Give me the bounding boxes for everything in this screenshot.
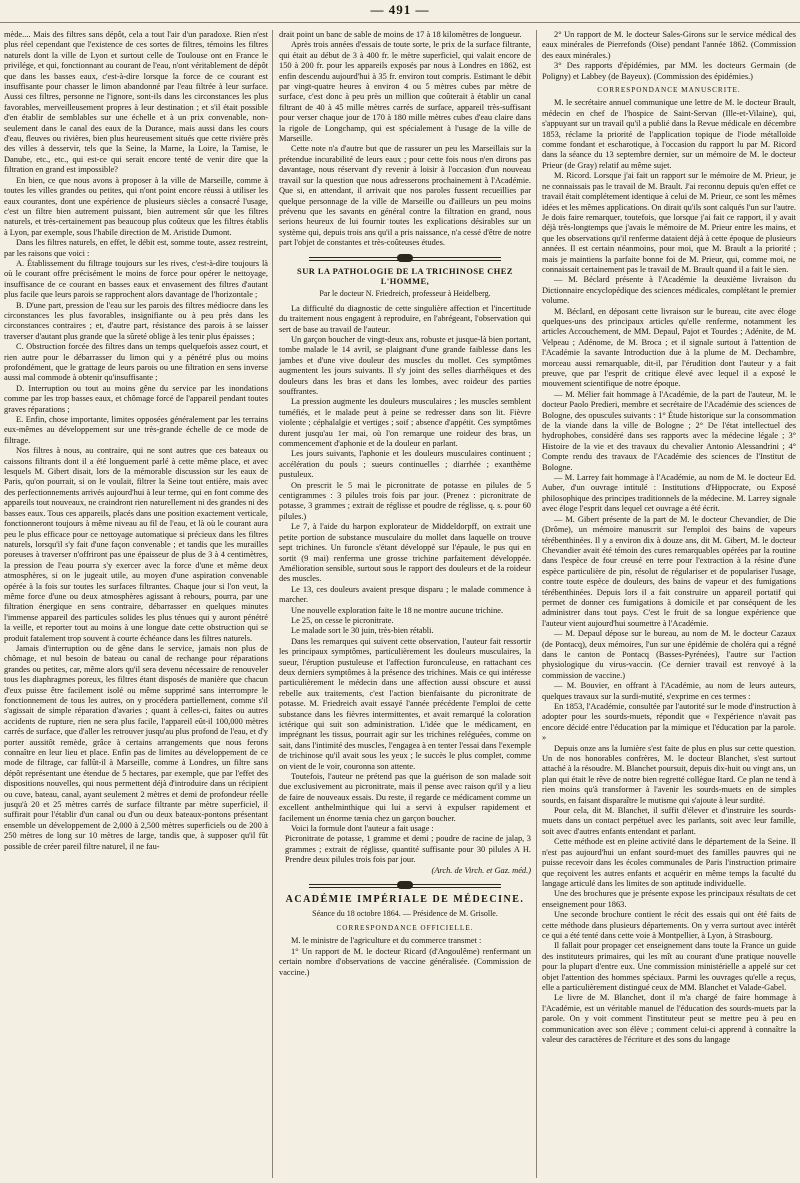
paragraph: Jamais d'interruption ou de gêne dans le service, jamais non plus de chômage, et nul besoin de bateau ou canal de rechange pour réparations grandes ou petites, car, même alors qu'il sera devenu nécessaire de renouveler tous les diaphragmes poreux, les filtres étant disposés de manière que chacun d'eux puisse être facilement isolé ou même supprimé sans interrompre le fonctionnement de tous les autres, on y procédera partiellement, comme s'il s'agissait de simple réparation d'avaries ; quant à celles-ci, faites ou autres accidents de rupture, rien ne sera plus facile, l'appareil eût-il 100,000 mètres carrés de surface, que d'aller les retrouver jusqu'au plus profond de l'eau, et d'y porter aussitôt remède, grâce à certains arrangements que nous ferons connaître en leur lieu et place. Enfin pas de limites au développement de ce mode de filtrage, car fallût-il à Marseille, comme à Londres, un filtre sans dépôt représentant une étendue de 5 hectares, par exemple, que par l'effet des dispositions nouvelles, qui nous permettent déjà d'introduire dans un récipient ou cuve, bateau, canal, ayant seulement 2 mètres et demi de profondeur réelle jusqu'à 20 et 25 mètres carrés de surface filtrante par mètre superficiel, il suffirait pour l'établir d'un canal ou d'un ou deux bateaux-pontons présentant ensemble un développement de 2,000 à 2,500 mètres superficiels ou de 200 à 250 mètres de long sur 10 mètres de large, tandis que, à supposer qu'il fût possible de créer pareil filtre naturel, il ne fau- bbox=[4, 643, 268, 851]
paragraph: M. Béclard, en déposant cette livraison sur le bureau, cite avec éloge quelques-uns des principaux articles qu'elle renferme, notamment les articles Accouchement, de MM. Depaul, Pajot et Tourdes ; Adénite, de M. Velpeau ; Adénome, de M. Broca ; et il signale surtout à l'attention de l'Académie la savante Introduction due à la plume de M. Dechambre, morceau aussi remarquable, dit-il, par l'érudition dont l'auteur y a fait preuve, que par l'esprit de critique élevé avec lequel il a exposé le mouvement scientifique de notre époque. bbox=[542, 306, 796, 389]
paragraph: En 1853, l'Académie, consultée par l'autorité sur le mode d'instruction à adopter pour les sourds-muets, répondit que « l'expérience n'avait pas encore décidé entre l'éducation par la mimique et l'éducation par la parole. » bbox=[542, 702, 796, 743]
paragraph: Un garçon boucher de vingt-deux ans, robuste et jusque-là bien portant, tombe malade le 14 avril, se plaignant d'une grande faiblesse dans les jambes et d'une vive douleur des muscles du mollet. Ces symptômes augmentent les jours suivants. Il s'y joint des selles diarrhéiques et des douleurs dans les bras et dans les lombes, avec roideur des parties souffrantes. bbox=[279, 334, 531, 396]
paragraph: M. le ministre de l'agriculture et du commerce transmet : bbox=[291, 936, 482, 946]
paragraph: M. le secrétaire annuel communique une lettre de M. le docteur Brault, médecin en chef de l'hospice de Saint-Servan (Ille-et-Vilaine), qui, s'appuyant sur un travail qu'il a publié dans la Revue médicale en décembre 1853, réclame la priorité de l'application topique de l'iode métalloïde comme fondant et escharotique, à l'occasion du rapport lu par M. Ricord dans la séance du 13 septembre dernier, sur un mémoire de M. le docteur Prieur (de Gray) relatif au même sujet. bbox=[542, 98, 796, 170]
paragraph: — M. Béclard présente à l'Académie la deuxième livraison du Dictionnaire encyclopédique des sciences médicales, complétant le premier volume. bbox=[542, 275, 796, 306]
source-citation: (Arch. de Virch. et Gaz. méd.) bbox=[431, 865, 531, 875]
paragraph: — M. Gibert présente de la part de M. le docteur Chevandier, de Die (Drôme), un mémoire manuscrit sur l'emploi des bains de vapeurs térébenthinées. Il y a environ dix à douze ans, dit M. Gibert, M. le docteur Chevandier avait été témoin des cures remarquables opérées par la routine dans l'espèce de four creusé en terre pour l'extraction à la résine d'une espèce particulière de pin, résolut de régulariser et de populariser l'usage, contre toute espèce de douleurs, des bains de vapeur et des fumigations térébenthinées. Depuis lors il a fait construire un appareil portatif qui permet de donner ces fumigations à domicile et par conséquent de les administrer dans tout pays. C'est le fruit de sa longue expérience que l'auteur vient aujourd'hui soumettre à l'Académie. bbox=[542, 514, 796, 628]
paragraph: Le 7, à l'aide du harpon explorateur de Middeldorpff, on extrait une petite portion de substance musculaire du mollet dans laquelle on trouve sept trichines. Un furoncle s'étant développé sur l'épaule, le pus qui en sortit (9 mai) renferma une grosse trichine parfaitement développée. Amélioration sensible, surtout sous le rapport des douleurs et de la roideur des muscles. bbox=[279, 522, 531, 584]
paragraph: — M. Larrey fait hommage à l'Académie, au nom de M. le docteur Ed. Auber, d'un ouvrage intitulé : Institutions d'Hippocrate, ou Exposé philosophique des principes traditionnels de la médecine. M. Larrey signale avec éloge l'esprit dans lequel cet ouvrage a été écrit. bbox=[542, 473, 796, 514]
paragraph: mède.... Mais des filtres sans dépôt, cela a tout l'air d'un paradoxe. Rien n'est plus réel cependant que l'existence de ces sortes de filtres, témoins les filtres naturels dont la ville de Lyon et surtout celle de Toulouse ont en France le privilége, et qui, fonctionnant au courant de l'eau, n'ont véritablement de dépôt que dans les basses eaux, c'est-à-dire lorsque la force de ce courant est insuffisante pour chasser le limon abandonné par l'eau filtrée à leur surface. Aussi ces filtres, personne ne l'ignore, sont-ils dans les circonstances les plus favorables, merveilleusement propres à leur destination ; et s'il était possible d'en établir de semblables sur une échelle et à un prix convenable, non-seulement dans le canal des eaux de la Durance, mais aussi dans les cours d'eau, fleuves ou rivières, bien plus heureusement situés que cette rivière près des villes à desservir, tels que la Seine, la Marne, la Loire, la Tamise, le Danube, etc., etc., qui est-ce qui serait encore tenté de venir dire que la filtration en grand est impossible? bbox=[4, 30, 268, 175]
page-header bbox=[0, 0, 800, 23]
article-byline: Par le docteur N. Friedreich, professeur à Heidelberg. bbox=[319, 289, 491, 299]
paragraph: Une nouvelle exploration faite le 18 ne montre aucune trichine. bbox=[291, 605, 504, 615]
paragraph: Nos filtres à nous, au contraire, qui ne sont autres que ces bateaux ou caissons filtrants dont il a été longuement parlé à cette même place, et avec lesquels M. Gibert disait, lors de la mémorable discussion sur les eaux de Paris, qu'on pourrait, si on le voulait, filtrer la Seine tout entière, mais avec des perfectionnements arrivés aujourd'hui à leur terme, qui en font comme des appareils tout nouveaux, ne craindront rien naturellement ni des grandes ni des basses eaux. Tous ces appareils, placés dans une position exactement verticale, fonctionneront toujours à même niveau au fil de l'eau, et là où le courant aura peu le plus efficace pour ce nettoyage automatique si précieux dans les filtres naturels, lorsqu'il s'y fait d'une façon convenable ; et tandis que les murailles poreuses à traverser n'offriront pas une épaisseur de plus de 3 à 4 centimètres, la pression de l'eau pourra s'y exercer avec la force d'une et même deux atmosphères, si on le jugeait utile, au moyen d'une aspiration convenable opérée à la fois sur toutes les surfaces filtrantes. Chaque jour si l'on veut, la même force d'une ou deux atmosphères agissant à rebours, pourra, par une filtration énergique en sens contraire, débarrasser en quelques minutes l'immense appareil des particules solides les plus ténues qui y auront pénétré la veille, et reporter tout au moins à une longue date cette obstruction qui se produit fatalement trop souvent à courte échéance dans les filtres naturels. bbox=[4, 446, 268, 643]
manuscript-correspondence-heading: CORRESPONDANCE MANUSCRITE. bbox=[597, 86, 741, 95]
paragraph: Dans les filtres naturels, en effet, le débit est, somme toute, assez restreint, par les raisons que voici : bbox=[4, 238, 268, 258]
page-number: — 491 — bbox=[370, 2, 430, 17]
paragraph: Depuis onze ans la lumière s'est faite de plus en plus sur cette question. Un de nos honorables confrères, M. le docteur Blanchet, s'est surtout attaché à la résoudre. M. Blanchet poursuit, depuis dix-huit ou vingt ans, un plan qui était le rêve de notre bien regretté collègue Itard. Ce plan ne tend à rien moins qu'à transformer à l'avenir les sourds-muets en de simples sourds, en faisant disparaître le mutisme qui s'ajoute à leur surdité. bbox=[542, 743, 796, 805]
paragraph: B. D'une part, pression de l'eau sur les parois des filtres médiocre dans les circonstances les plus favorables, insignifiante ou à peu près dans les circonstances contraires ; et, d'autre part, résistance des parois à se laisser traverser d'autant plus grande que la sûreté oblige à les tenir plus épaisses ; bbox=[4, 300, 268, 341]
column-left bbox=[4, 30, 268, 1180]
paragraph: Les jours suivants, l'aphonie et les douleurs musculaires continuent ; accélération du pouls ; sueurs continuelles ; diarrhée ; exanthème pustuleux. bbox=[279, 449, 531, 480]
paragraph: A. Établissement du filtrage toujours sur les rives, c'est-à-dire toujours là où le courant offre précisément le moins de force pour opérer le nettoyage, insuffisance de ce courant en basses eaux et envasement des filtres d'autant plus facile que leurs parois se rapprochent alors davantage de l'horizontale ; bbox=[4, 258, 268, 300]
paragraph: Toutefois, l'auteur ne prétend pas que la guérison de son malade soit due exclusivement au picronitrate, mais il pense avec raison qu'il y a lieu de faire de nouveaux essais. Du reste, il regarde ce médicament comme un excellent anthelminthique qui lui a servi à expulser rapidement et facilement un énorme tænia chez un garçon boucher. bbox=[279, 772, 531, 823]
paragraph: En bien, ce que nous avons à proposer à la ville de Marseille, comme à toutes les villes grandes ou petites, qui n'ont point encore réussi à utiliser les eaux courantes, dont une expérience de plusieurs siècles a consacré l'usage, c'est un filtre bien autrement puissant, bien autrement sûr que les filtres naturels, et très-certainement pas beaucoup plus coûteux que les filtres établis à Lyon, par exemple, sous l'habile direction de M. Aristide Dumont. bbox=[4, 175, 268, 237]
paragraph: Le 25, on cesse le picronitrate. bbox=[291, 615, 394, 625]
paragraph: On prescrit le 5 mai le picronitrate de potasse en pilules de 5 centigrammes : 3 pilules trois fois par jour. (Prenez : picronitrate de potasse, 3 grammes ; extrait de réglisse et poudre de réglisse, q. s. pour 60 pilules.) bbox=[279, 480, 531, 521]
paragraph: Cette méthode est en pleine activité dans le département de la Seine. Il n'est pas aujourd'hui un enfant sourd-muet des familles pauvres qui ne puisse recevoir dans les écoles communales de Paris l'instruction primaire que reçoivent les autres enfants et acquérir en même temps la faculté du langage articulé dans les limites de son aptitude individuelle. bbox=[542, 837, 796, 888]
paragraph: 1° Un rapport de M. le docteur Ricard (d'Angoulême) renfermant un certain nombre d'observations de vaccine généralisée. (Commission de vaccine.) bbox=[279, 946, 531, 977]
article-title: SUR LA PATHOLOGIE DE LA TRICHINOSE CHEZ L'HOMME, bbox=[297, 266, 513, 286]
ornament-divider bbox=[309, 254, 501, 262]
paragraph: Dans les remarques qui suivent cette observation, l'auteur fait ressortir les principaux symptômes, particulièrement les douleurs musculaires, la sueur, l'éruption pustuleuse et l'affection furonculeuse, en rattachant ces deux derniers symptômes à la présence des trichines. Mais ce qui intéresse particulièrement le médecin dans une affection aussi obscure et aussi rebelle aux traitements, c'est l'action bienfaisante du picronitrate de potasse. M. Friedreich avait essayé l'année précédente l'emploi de cette substance dans les fièvres intermittentes, et avait remarqué la coloration ictérique qui suit son administration. L'idée que le médicament, en imprégnant les tissus, pourrait agir sur les trichines reléguées, comme on sait, dans l'intimité des muscles, l'engagea à en tenter l'essai dans l'exemple de trichinose qu'il avait sous les yeux ; le succès le plus complet, comme on vient de le voir, couronna son attente. bbox=[279, 636, 531, 771]
column-middle bbox=[279, 30, 531, 1180]
paragraph: E. Enfin, chose importante, limites opposées généralement par les terrains eux-mêmes au développement sur une très-grande échelle de ce mode de filtrage. bbox=[4, 415, 268, 445]
academy-title: ACADÉMIE IMPÉRIALE DE MÉDECINE. bbox=[285, 894, 525, 906]
paragraph: Après trois années d'essais de toute sorte, le prix de la surface filtrante, qui était au début de 3 à 400 fr. le mètre superficiel, qui valait encore de 150 à 200 fr. pour les appareils exposés par nous à Londres en 1862, est enfin descendu aujourd'hui à 35 fr. environ tout compris. Estimant le débit par vingt-quatre heures à environ 4 ou 5 mètres cubes par mètre de surface, c'est donc à peu près un million que coûterait à établir un canal filtrant de 40 à 45 mille mètres carrés de surface, appareil très-suffisant pour verser chaque jour de 170 à 180 mille mètres cubes d'eau claire dans la rigole de Longchamp, qui est spécialement à l'usage de la ville de Marseille. bbox=[279, 40, 531, 144]
session-line: Séance du 18 octobre 1864. — Présidence de M. Grisolle. bbox=[312, 908, 498, 918]
paragraph: — M. Bouvier, en offrant à l'Académie, au nom de leurs auteurs, quelques travaux sur la surdi-mutité, s'exprime en ces termes : bbox=[542, 681, 796, 701]
paragraph: 3° Des rapports d'épidémies, par MM. les docteurs Germain (de Poligny) et Labbey (de Bayeux). (Commission des épidémies.) bbox=[542, 61, 796, 81]
paragraph: La pression augmente les douleurs musculaires ; les muscles semblent tuméfiés, et le malade peut à peine se redresser dans son lit. Fièvre violente ; céphalalgie et vertiges ; soif ; absence d'appétit. Ces symptômes durent jusqu'au 1er mai, où l'on remarque une roideur des bras, un commencement d'aphonie et de la douleur en parlant. bbox=[279, 397, 531, 449]
paragraph: M. Ricord. Lorsque j'ai fait un rapport sur le mémoire de M. Prieur, je ne connaissais pas le travail de M. Brault. J'ai reconnu depuis qu'en effet ce travail était complétement identique à celui de M. Prieur, ce sont les mêmes idées et les mêmes applications. On dirait qu'ils sont calqués l'un sur l'autre. Je dois faire remarquer, toutefois, que lorsque j'ai fait ce rapport, il y avait déjà très-longtemps que j'avais le mémoire de M. Prieur entre les mains, et que les observations qu'il renferme dataient déjà à cette époque de plusieurs années. Il est certain néanmoins, pour moi, que M. Brault a la priorité ; mais je maintiens la parfaite bonne foi de M. Prieur, qui, comme moi, ne connaissait certainement pas le travail de M. Brault quand il a fait le sien. bbox=[542, 171, 796, 274]
paragraph: D. Interruption ou tout au moins gêne du service par les inondations comme par les trop basses eaux, et chômage forcé de l'appareil pendant toutes graves réparations ; bbox=[4, 383, 268, 414]
column-right bbox=[542, 30, 796, 1180]
paragraph: — M. Mélier fait hommage à l'Académie, de la part de l'auteur, M. le docteur Paolo Predieri, membre et secrétaire de l'Académie des sciences de Bologne, des opuscules suivants : 1° Étude historique sur la consommation de la viande dans la ville de Bologne ; 2° De l'état intellectuel des hydrophobes, considéré dans ses rapports avec la médecine légale ; 3° Histoire de la vie et des travaux du chevalier Antonio Alessandrini ; 4° Compte rendu des travaux de l'Académie des sciences de l'Institut de Bologne. bbox=[542, 389, 796, 472]
paragraph: Le malade sort le 30 juin, très-bien rétabli. bbox=[291, 626, 434, 636]
prescription-formula: Picronitrate de potasse, 1 gramme et demi ; poudre de racine de jalap, 3 grammes ; extrait de réglisse, quantité suffisante pour 30 pilules A H. Prendre deux pilules trois fois par jour. bbox=[285, 834, 531, 865]
paragraph: Le 13, ces douleurs avaient presque disparu ; le malade commence à marcher. bbox=[279, 584, 531, 605]
official-correspondence-heading: CORRESPONDANCE OFFICIELLE. bbox=[336, 923, 474, 932]
paragraph: Cette note n'a d'autre but que de rassurer un peu les Marseillais sur la prétendue incurabilité de leurs eaux ; pour cette fois nous n'en dirons pas davantage, nous réservant d'y revenir à loisir à l'occasion d'un nouveau travail sur la question que nous adresserons prochainement à l'Académie. Que si, en attendant, il arrivait que nos paroles fussent recueillies par quelque personnage de la ville de Marseille ou d'ailleurs un peu moins prévenu que les savants en général contre la filtration en grand, nous serions heureux de lui fournir toutes les explications désirables sur un système qui, depuis trois ans qu'il a pris naissance, n'a cessé d'être de notre part l'objet de constantes et très-coûteuses études. bbox=[279, 144, 531, 248]
paragraph: — M. Depaul dépose sur le bureau, au nom de M. le docteur Cazaux (de Pontacq), deux mémoires, l'un sur une épidémie de choléra qui a régné dans le canton de Pontacq (Basses-Pyrénées), l'autre sur l'action physiologique du virus-vaccin. (Ce dernier travail est renvoyé à la commission de vaccine.) bbox=[542, 629, 796, 680]
paragraph: 2° Un rapport de M. le docteur Sales-Girons sur le service médical des eaux minérales de Pierrefonds (Oise) pendant l'année 1862. (Commission des eaux minérales.) bbox=[542, 30, 796, 60]
paragraph: Une des brochures que je présente expose les principaux résultats de cet enseignement pour 1863. bbox=[542, 889, 796, 909]
paragraph: drait point un banc de sable de moins de 17 à 18 kilomètres de longueur. bbox=[279, 30, 522, 39]
ornament-divider bbox=[309, 881, 501, 889]
paragraph: C. Obstruction forcée des filtres dans un temps quelquefois assez court, et rien autre pour le débarrasser du limon qui y a pénétré plus ou moins profondément, que le grattage de leurs parois ou une filtration en sens inverse aussi mal commode à obtenir qu'insuffisante ; bbox=[4, 342, 268, 383]
paragraph: Une seconde brochure contient le récit des essais qui ont été faits de cette méthode dans plusieurs départements. On y verra surtout avec intérêt ce qui a été tenté dans cette voie à Montpellier, à Lyon, à Strasbourg. bbox=[542, 910, 796, 940]
paragraph: Le livre de M. Blanchet, dont il m'a chargé de faire hommage à l'Académie, est un véritable manuel de l'éducation des sourds-muets par la parole. On y voit comment l'instituteur peut se mettre peu à peu en communication avec son élève ; comment celui-ci apprend à connaître la valeur des caractères de l'écriture et des sons du langage bbox=[542, 993, 796, 1044]
paragraph: Voici la formule dont l'auteur a fait usage : bbox=[291, 824, 434, 834]
column-rule bbox=[272, 30, 273, 1178]
column-rule bbox=[536, 30, 537, 1178]
paragraph: Pour cela, dit M. Blanchet, il suffit d'élever et d'instruire les sourds-muets dans un contact perpétuel avec les parlants, soit avec leur famille, soit avec d'autres enfants entendant et parlant. bbox=[542, 806, 796, 836]
paragraph: La difficulté du diagnostic de cette singulière affection et l'incertitude du traitement nous engagent à reproduire, en l'abrégeant, l'observation qui sert de base au travail de l'auteur. bbox=[279, 303, 531, 334]
paragraph: Il fallait pour propager cet enseignement dans toute la France un guide des instituteurs primaires, qui les mît au courant d'une pratique nouvelle pour la plupart d'entre eux. Une commission ministérielle a appelé sur cet objet l'attention des hommes spéciaux. Parmi les ouvrages qu'elle a reçus, elle a particulièrement distingué ceux de MM. Blanchet et Valade-Gabel. bbox=[542, 941, 796, 992]
